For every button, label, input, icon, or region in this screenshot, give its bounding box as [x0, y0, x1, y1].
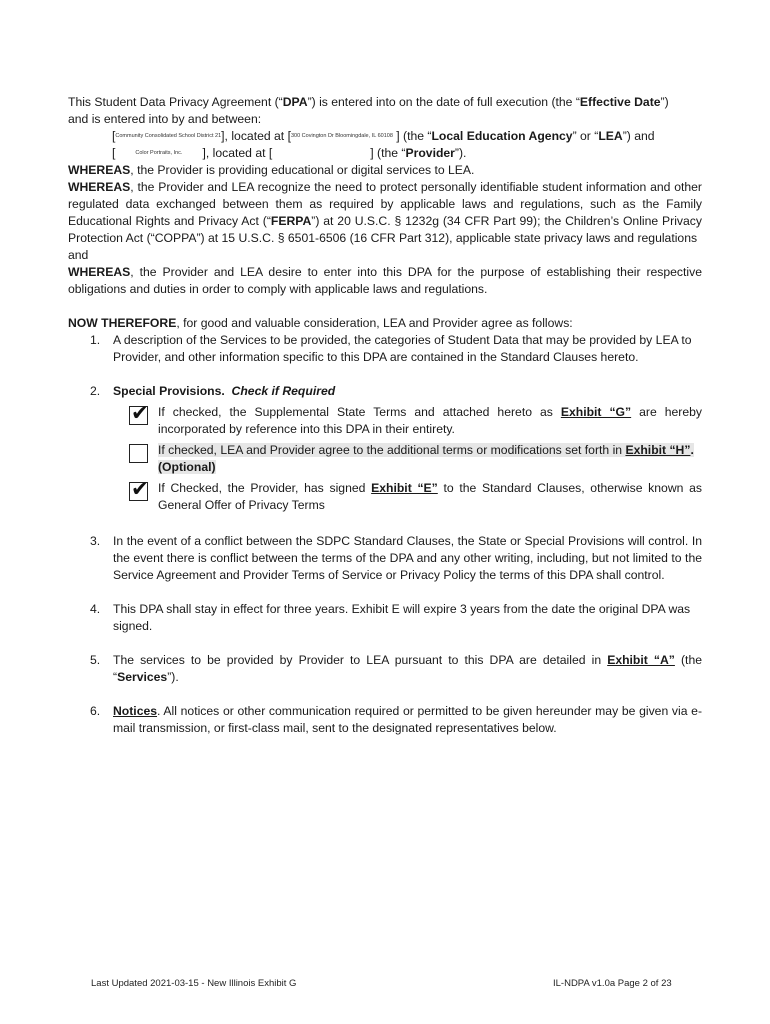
clause-text: A description of the Services to be provided, the categories of Student Data that may be provided by LEA to Provider, and other information specific to this DPA are contained in the Standard Clauses hereto.: [113, 333, 692, 364]
lea-abbr: LEA: [598, 129, 623, 143]
lea-name-field[interactable]: Community Consolidated School District 21: [115, 133, 222, 139]
provider-party-line: [112, 145, 702, 162]
whereas-text: , the Provider and LEA desire to enter into this DPA for the purpose of establishing their respective obligations and duties in order to comply with applicable laws and regulations.: [68, 265, 702, 296]
bracket: [: [112, 146, 116, 160]
option-text: If Checked, the Provider, has signed: [158, 481, 372, 495]
whereas-label: WHEREAS: [68, 180, 131, 194]
special-provisions-title: Special Provisions.: [113, 384, 225, 398]
now-therefore-text: , for good and valuable consideration, LEA and Provider agree as follows:: [176, 316, 573, 330]
now-therefore-label: NOW THEREFORE: [68, 316, 177, 330]
exhibit-h-link: Exhibit “H”: [625, 443, 691, 457]
spacer: [68, 584, 702, 601]
lea-party-line: [112, 128, 702, 145]
clause-number: 6.: [90, 704, 101, 718]
clause-number: 2.: [90, 384, 101, 398]
option-text: If checked, the Supplemental State Terms and attached hereto as: [158, 405, 561, 419]
clause-number: 5.: [90, 653, 101, 667]
whereas-1: [68, 162, 702, 179]
spacer: [68, 298, 702, 315]
option-text: are hereby incorporated by reference into this DPA in their entirety.: [158, 405, 702, 436]
check-if-required-label: Check if Required: [231, 384, 336, 398]
clause-2: [68, 383, 702, 400]
whereas-text: , the Provider is providing educational or digital services to LEA.: [130, 163, 475, 177]
located-at-label: ], located at [: [221, 129, 291, 143]
party-text: ” or “: [572, 129, 599, 143]
footer-page-number: IL-NDPA v1.0a Page 2 of 23: [553, 978, 672, 989]
clause-text: . All notices or other communication required or permitted to be given hereunder may be given via e-mail transmission, or first-class mail, sent to the designated representatives below.: [113, 704, 702, 735]
provision-option-g: [68, 404, 702, 438]
intro-text: ”): [660, 95, 669, 109]
clause-number: 4.: [90, 602, 101, 616]
option-text: If checked, LEA and Provider agree to the additional terms or modifications set forth in: [158, 443, 626, 457]
clause-number: 1.: [90, 333, 101, 347]
provision-option-e: [68, 480, 702, 514]
exhibit-g-link: Exhibit “G”: [560, 405, 632, 419]
provision-option-h: [68, 442, 702, 476]
checkmark-icon: ✔: [131, 402, 149, 425]
clause-3: [68, 533, 702, 584]
party-text: ”).: [454, 146, 467, 160]
agreement-body: [68, 94, 702, 737]
whereas-2-and: and: [68, 248, 89, 262]
whereas-label: WHEREAS: [68, 163, 131, 177]
whereas-label: WHEREAS: [68, 265, 131, 279]
dpa-term: DPA: [282, 95, 308, 109]
exhibit-g-checkbox[interactable]: [129, 402, 149, 425]
provider-name-field[interactable]: Color Portraits, Inc.: [135, 150, 183, 156]
spacer: [68, 635, 702, 652]
intro-line-2: and is entered into by and between:: [68, 112, 262, 126]
highlighted-option: [158, 443, 694, 474]
exhibit-e-link: Exhibit “E”: [371, 481, 438, 495]
clause-text: In the event of a conflict between the SDPC Standard Clauses, the State or Special Provisions will control. In the event there is conflict between the terms of the DPA and any other writing, including, but not limited to the Service Agreement and Provider Terms of Service or Privacy Policy the terms of this DPA shall control.: [113, 534, 702, 582]
effective-date-term: Effective Date: [579, 95, 661, 109]
intro-text: This Student Data Privacy Agreement (“: [68, 95, 283, 109]
exhibit-a-link: Exhibit “A”: [607, 653, 675, 667]
clause-text: ”).: [167, 670, 179, 684]
spacer: [68, 366, 702, 383]
intro-line-1: [68, 94, 702, 111]
intro-text: ”) is entered into on the date of full execution (the “: [307, 95, 580, 109]
clause-text: This DPA shall stay in effect for three years. Exhibit E will expire 3 years from the date the original DPA was signed.: [113, 602, 691, 633]
option-text: to the Standard Clauses, otherwise known as General Offer of Privacy Terms: [158, 481, 702, 512]
optional-label: . (Optional): [158, 443, 694, 474]
clause-1: [68, 332, 702, 366]
notices-heading: Notices: [113, 704, 158, 718]
clause-number: 3.: [90, 534, 101, 548]
lea-address-field[interactable]: 300 Covington Dr Bloomingdale, IL 60108: [290, 133, 393, 139]
now-therefore: [68, 315, 702, 332]
clause-5: [68, 652, 702, 686]
checkmark-icon: ✔: [131, 478, 149, 501]
party-text: ] (the “: [392, 129, 432, 143]
clause-4: [68, 601, 702, 635]
exhibit-e-checkbox[interactable]: [129, 478, 149, 501]
whereas-text: ”) at 20 U.S.C. § 1232g (34 CFR Part 99); the Children’s Online Privacy Protection Act (“COPPA”) at 15 U.S.C. § 6501-6506 (16 CFR Part 312), applicable state privacy laws and regulations: [68, 214, 702, 245]
located-at-label: ], located at [: [202, 146, 273, 160]
bracket: [: [112, 129, 116, 143]
ferpa-term: FERPA: [270, 214, 312, 228]
lea-term: Local Education Agency: [431, 129, 573, 143]
clause-6: [68, 703, 702, 737]
clause-text: (the “: [113, 653, 702, 684]
spacer: [68, 686, 702, 703]
party-text: ] (the “: [370, 146, 406, 160]
whereas-text: , the Provider and LEA recognize the need to protect personally identifiable student information and other regulated data exchanged between them as required by applicable laws and regulations, such as the Family Educational Rights and Privacy Act (“: [68, 180, 702, 228]
whereas-3: [68, 264, 702, 298]
footer-last-updated: Last Updated 2021-03-15 - New Illinois Exhibit G: [91, 978, 297, 989]
exhibit-h-checkbox[interactable]: [129, 444, 148, 463]
services-term: Services: [117, 670, 168, 684]
provider-term: Provider: [405, 146, 455, 160]
whereas-2: [68, 179, 702, 247]
clause-text: The services to be provided by Provider to LEA pursuant to this DPA are detailed in: [113, 653, 608, 667]
party-text: ”) and: [622, 129, 655, 143]
spacer: [68, 514, 702, 533]
